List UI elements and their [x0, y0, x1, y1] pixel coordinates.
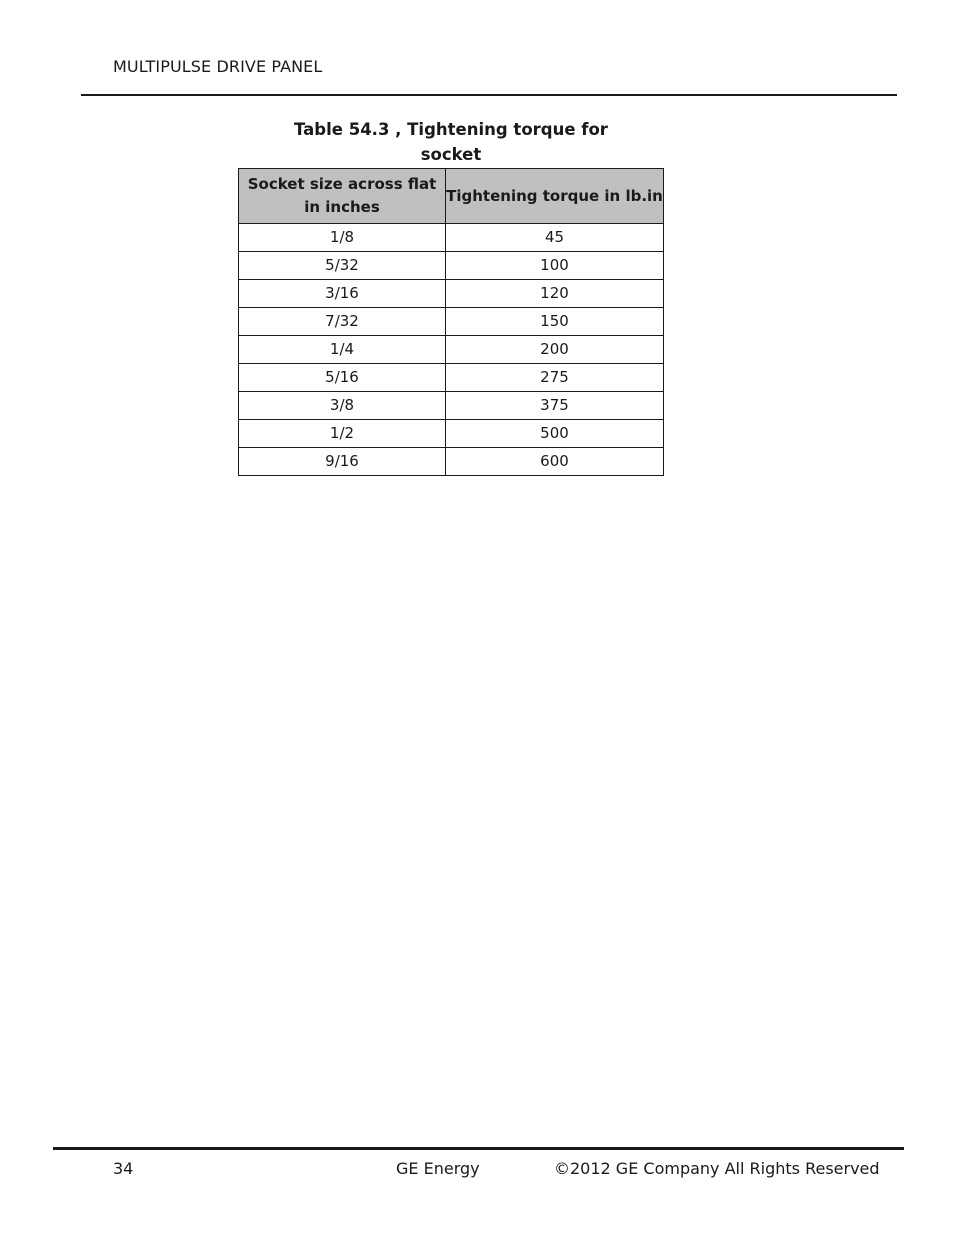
page-number: 34: [113, 1159, 134, 1178]
cell-socket-size: 5/32: [239, 252, 446, 280]
cell-socket-size: 7/32: [239, 308, 446, 336]
cell-torque: 45: [446, 224, 664, 252]
footer-copyright: ©2012 GE Company All Rights Reserved: [554, 1159, 880, 1178]
column-header-socket-size: Socket size across flat in inches: [239, 169, 446, 224]
table-row: [239, 336, 664, 364]
cell-socket-size: 1/8: [239, 224, 446, 252]
table-row: [239, 224, 664, 252]
table-row: [239, 392, 664, 420]
table-caption-line-1: Table 54.3 , Tightening torque for socket: [294, 120, 608, 164]
cell-torque: 500: [446, 420, 664, 448]
table-row: [239, 308, 664, 336]
table-row: [239, 420, 664, 448]
table-row: [239, 448, 664, 476]
page-header-title: MULTIPULSE DRIVE PANEL: [113, 57, 323, 76]
table-header-row: [239, 169, 664, 224]
footer-company: GE Energy: [396, 1159, 480, 1178]
table-row: [239, 280, 664, 308]
cell-torque: 150: [446, 308, 664, 336]
table-row: [239, 364, 664, 392]
cell-socket-size: 9/16: [239, 448, 446, 476]
table-row: [239, 252, 664, 280]
cell-torque: 100: [446, 252, 664, 280]
cell-socket-size: 1/4: [239, 336, 446, 364]
cell-torque: 375: [446, 392, 664, 420]
cell-socket-size: 1/2: [239, 420, 446, 448]
header-divider: [81, 94, 897, 96]
cell-torque: 275: [446, 364, 664, 392]
cell-socket-size: 3/8: [239, 392, 446, 420]
column-header-torque: Tightening torque in lb.in: [446, 169, 664, 224]
cell-socket-size: 5/16: [239, 364, 446, 392]
footer-divider: [53, 1147, 904, 1150]
cell-torque: 600: [446, 448, 664, 476]
cell-socket-size: 3/16: [239, 280, 446, 308]
cell-torque: 200: [446, 336, 664, 364]
torque-table: [238, 168, 664, 476]
cell-torque: 120: [446, 280, 664, 308]
